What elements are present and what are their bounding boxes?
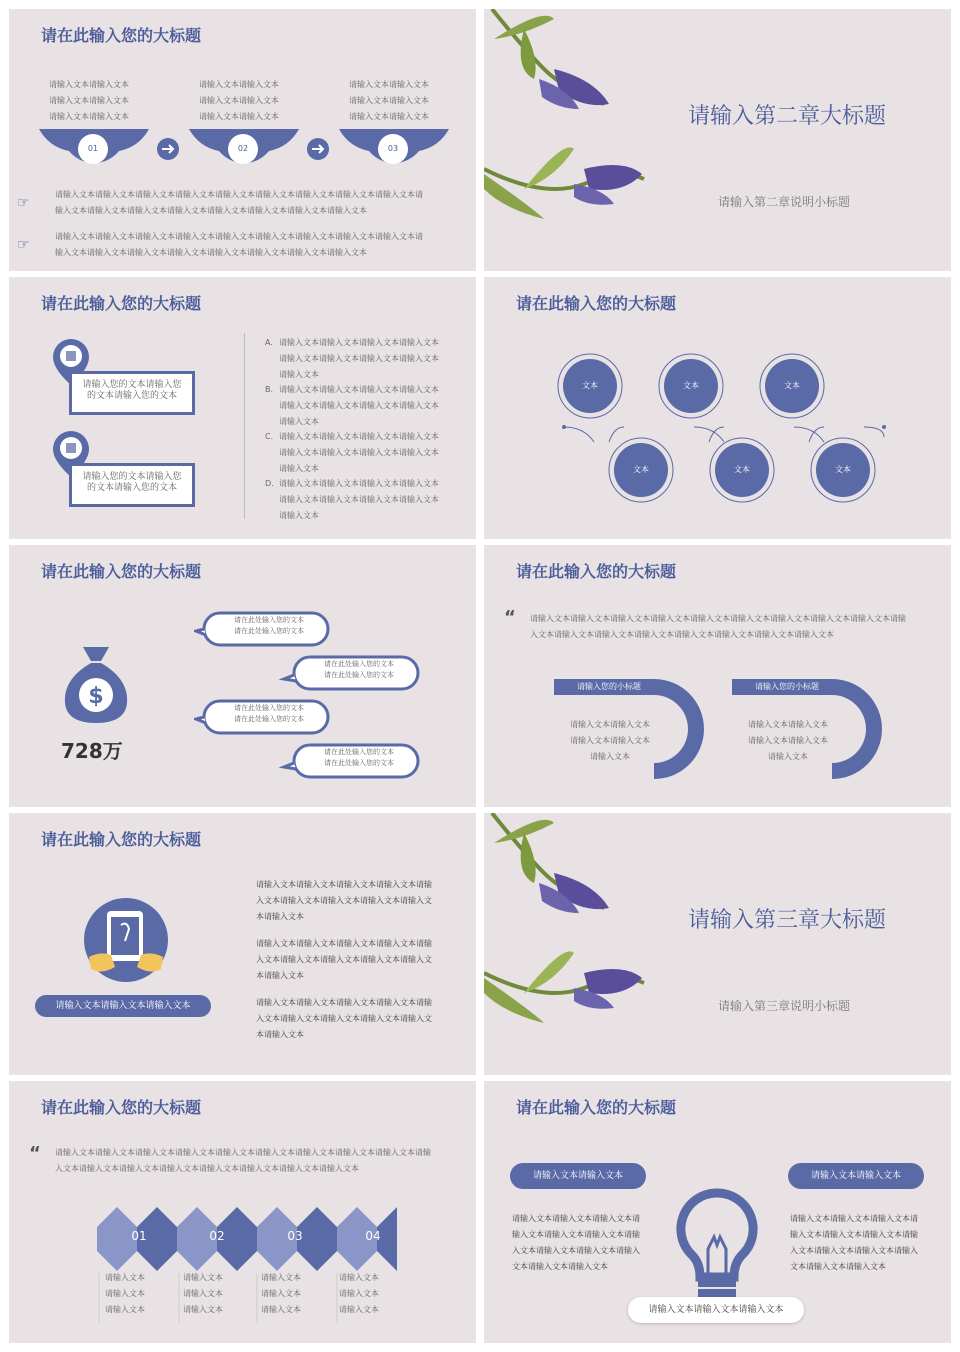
step-number: 02: [209, 1229, 225, 1243]
slide-8: [484, 813, 951, 1075]
text-box: 请输入您的文本请输入您的文本请输入您的文本: [69, 371, 195, 415]
slide-title: 请在此输入您的大标题: [41, 26, 202, 45]
step-text: 请输入文本 请输入文本 请输入文本: [261, 1273, 301, 1314]
amount-value: 728万: [61, 739, 123, 763]
chapter-subtitle: 请输入第三章说明小标题: [718, 999, 851, 1013]
slide-title: 请在此输入您的大标题: [516, 294, 677, 313]
paragraph: 请输入文本请输入文本请输入文本请输入文本请输入文本请输入文本请输入文本请输入文本请输入文本请输入文本请输入文本请输入文本请输入文本请输入文本请输入文本请输入文本请输入文本: [530, 614, 906, 639]
circle-label: 文本: [683, 381, 699, 390]
card-label: 请输入您的小标题: [755, 682, 819, 691]
step-number: 01: [131, 1229, 147, 1243]
slide-5: [9, 545, 476, 807]
slide-title: 请在此输入您的大标题: [41, 294, 202, 313]
slide-1: [9, 9, 476, 271]
bubble-text: 请在此处输入您的文本 请在此处输入您的文本: [324, 660, 394, 679]
lightbulb-icon: [672, 1185, 762, 1315]
card-text: 请输入文本请输入文本请输入文本请输入文本请输入文本: [748, 720, 828, 761]
list-item: D. 请输入文本请输入文本请输入文本请输入文本请输入文本请输入文本请输入文本请输入文本请输入文本: [265, 479, 439, 520]
blue-pill: 请输入文本请输入文本: [510, 1163, 646, 1189]
slide-7: [9, 813, 476, 1075]
pointing-hand-icon: ☞: [17, 237, 30, 253]
step-text: 请输入文本 请输入文本 请输入文本: [183, 1273, 223, 1314]
paragraph: 请输入文本请输入文本请输入文本请输入文本请输入文本请输入文本请输入文本请输入文本请输入文本请输入文本请输入文本请输入文本请输入文本请输入文本请输入文本请输入文本请输入文本: [55, 1148, 431, 1173]
step-number: 02: [237, 144, 249, 153]
card-text: 请输入文本请输入文本请输入文本请输入文本请输入文本: [570, 720, 650, 761]
slide-3: [9, 277, 476, 539]
slide-10: [484, 1081, 951, 1343]
circle-label: 文本: [784, 381, 800, 390]
svg-text:$: $: [88, 684, 104, 709]
step-3-text: 请输入文本请输入文本 请输入文本请输入文本 请输入文本请输入文本: [349, 80, 429, 121]
paragraph: 请输入文本请输入文本请输入文本请输入文本请输入文本请输入文本请输入文本请输入文本请输入文本请输入文本请输入文本请输入文本请输入文本请输入文本请输入文本请输入文本请输入文本: [55, 232, 423, 257]
chapter-title: 请输入第三章大标题: [688, 908, 887, 933]
tablet-hand-icon: [81, 895, 171, 985]
flower-image: [484, 9, 654, 239]
paragraph: 请输入文本请输入文本请输入文本请输入文本请输入文本请输入文本请输入文本请输入文本请输入文本请输入文本: [256, 880, 432, 921]
divider: [244, 333, 245, 519]
step-number: 03: [287, 1229, 303, 1243]
paragraph: 请输入文本请输入文本请输入文本请输入文本请输入文本请输入文本请输入文本请输入文本请输入文本请输入文本请输入文本请输入文本: [512, 1214, 640, 1271]
slide-title: 请在此输入您的大标题: [516, 562, 677, 581]
list-item: C. 请输入文本请输入文本请输入文本请输入文本请输入文本请输入文本请输入文本请输入文本请输入文本: [265, 432, 439, 473]
circle-label: 文本: [582, 381, 598, 390]
step-text: 请输入文本 请输入文本 请输入文本: [339, 1273, 379, 1314]
flower-image: [484, 813, 654, 1043]
list-item: B. 请输入文本请输入文本请输入文本请输入文本请输入文本请输入文本请输入文本请输入文本请输入文本: [265, 385, 439, 426]
text-box: 请输入您的文本请输入您的文本请输入您的文本: [69, 463, 195, 507]
step-number: 03: [387, 144, 399, 153]
chapter-subtitle: 请输入第二章说明小标题: [718, 195, 851, 209]
circle-label: 文本: [633, 465, 649, 474]
step-number: 01: [87, 144, 99, 153]
quote-mark: “: [29, 1143, 41, 1164]
circle-network-graphic: [484, 277, 951, 539]
step-1-text: 请输入文本请输入文本 请输入文本请输入文本 请输入文本请输入文本: [49, 80, 129, 121]
pointing-hand-icon: ☞: [17, 195, 30, 211]
blue-pill: 请输入文本请输入文本: [788, 1163, 924, 1189]
bubble-text: 请在此处输入您的文本 请在此处输入您的文本: [324, 748, 394, 767]
slide-title: 请在此输入您的大标题: [41, 830, 202, 849]
slide-6: [484, 545, 951, 807]
slide-2: [484, 9, 951, 271]
quote-mark: “: [504, 607, 516, 628]
slide-4: [484, 277, 951, 539]
step-number: 04: [365, 1229, 381, 1243]
slide-9: [9, 1081, 476, 1343]
circle-label: 文本: [835, 465, 851, 474]
step-2-text: 请输入文本请输入文本 请输入文本请输入文本 请输入文本请输入文本: [199, 80, 279, 121]
blue-pill: 请输入文本请输入文本请输入文本: [35, 995, 211, 1017]
list-item: A. 请输入文本请输入文本请输入文本请输入文本请输入文本请输入文本请输入文本请输入文本请输入文本: [265, 338, 439, 379]
bubble-text: 请在此处输入您的文本 请在此处输入您的文本: [234, 616, 304, 635]
slide-title: 请在此输入您的大标题: [41, 562, 202, 581]
bubble-text: 请在此处输入您的文本 请在此处输入您的文本: [234, 704, 304, 723]
circle-label: 文本: [734, 465, 750, 474]
money-bag-icon: [61, 645, 131, 725]
paragraph: 请输入文本请输入文本请输入文本请输入文本请输入文本请输入文本请输入文本请输入文本请输入文本请输入文本请输入文本请输入文本: [790, 1214, 918, 1271]
chapter-title: 请输入第二章大标题: [688, 104, 887, 129]
step-text: 请输入文本 请输入文本 请输入文本: [105, 1273, 145, 1314]
paragraph: 请输入文本请输入文本请输入文本请输入文本请输入文本请输入文本请输入文本请输入文本请输入文本请输入文本请输入文本请输入文本请输入文本请输入文本请输入文本请输入文本请输入文本: [55, 190, 423, 215]
white-pill: 请输入文本请输入文本请输入文本: [628, 1297, 804, 1323]
paragraph: 请输入文本请输入文本请输入文本请输入文本请输入文本请输入文本请输入文本请输入文本请输入文本请输入文本: [256, 939, 432, 980]
paragraph: 请输入文本请输入文本请输入文本请输入文本请输入文本请输入文本请输入文本请输入文本请输入文本请输入文本: [256, 998, 432, 1039]
slide-title: 请在此输入您的大标题: [41, 1098, 202, 1117]
slide-title: 请在此输入您的大标题: [516, 1098, 677, 1117]
card-label: 请输入您的小标题: [577, 682, 641, 691]
